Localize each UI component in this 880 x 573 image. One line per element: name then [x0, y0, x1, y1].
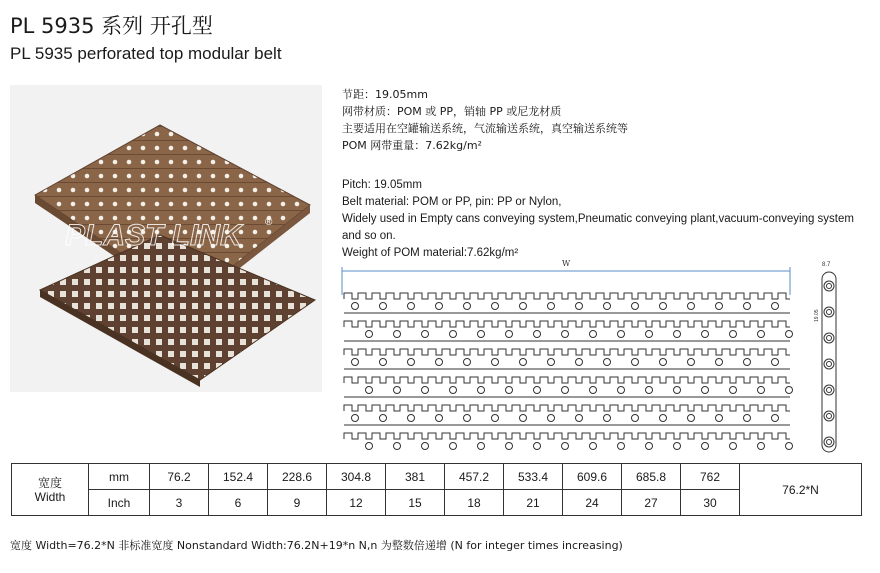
- side-pin-inner: [827, 414, 832, 419]
- registered-mark: ®: [265, 217, 273, 228]
- belt-hole: [534, 387, 541, 394]
- belt-hole: [478, 443, 485, 450]
- belt-hole: [688, 303, 695, 310]
- belt-hole: [716, 415, 723, 422]
- belt-hole: [548, 415, 555, 422]
- table-cell: 762: [681, 464, 740, 490]
- belt-hole: [422, 443, 429, 450]
- spec-zh-pitch: 节距：19.05mm: [342, 88, 428, 101]
- belt-hole: [562, 443, 569, 450]
- belt-hole: [702, 387, 709, 394]
- belt-row-edge: [344, 349, 790, 355]
- belt-hole: [506, 443, 513, 450]
- table-cell: 30: [681, 490, 740, 516]
- belt-hole: [604, 303, 611, 310]
- belt-hole: [786, 387, 793, 394]
- belt-hole: [730, 443, 737, 450]
- belt-hole: [408, 303, 415, 310]
- belt-hole: [590, 443, 597, 450]
- belt-hole: [436, 303, 443, 310]
- belt-hole: [632, 359, 639, 366]
- belt-hole: [492, 359, 499, 366]
- belt-hole: [758, 387, 765, 394]
- belt-hole: [604, 359, 611, 366]
- belt-hole: [520, 303, 527, 310]
- belt-hole: [464, 415, 471, 422]
- belt-hole: [660, 359, 667, 366]
- table-cell: 3: [150, 490, 209, 516]
- table-cell: 685.8: [622, 464, 681, 490]
- belt-hole: [772, 303, 779, 310]
- table-cell: 6: [209, 490, 268, 516]
- belt-hole: [562, 387, 569, 394]
- belt-hole: [562, 331, 569, 338]
- side-pin-inner: [827, 336, 832, 341]
- spec-en-usage: Widely used in Empty cans conveying system,Pneumatic conveying plant,vacuum-conveying system and so on.: [342, 213, 854, 242]
- belt-row-edge: [344, 377, 790, 383]
- belt-hole: [772, 359, 779, 366]
- belt-hole: [744, 303, 751, 310]
- spec-zh-usage: 主要适用在空罐输送系统，气流输送系统，真空输送系统等: [342, 122, 628, 135]
- belt-hole: [674, 387, 681, 394]
- belt-hole: [394, 331, 401, 338]
- belt-hole: [618, 331, 625, 338]
- page-title-en: PL 5935 perforated top modular belt: [10, 44, 282, 63]
- belt-hole: [702, 443, 709, 450]
- belt-hole: [786, 443, 793, 450]
- belt-hole: [646, 331, 653, 338]
- belt-hole: [758, 331, 765, 338]
- spec-en-weight: Weight of POM material:7.62kg/m²: [342, 247, 519, 259]
- side-pin-outer: [824, 307, 834, 317]
- table-cell: 152.4: [209, 464, 268, 490]
- belt-hole: [590, 331, 597, 338]
- belt-hole: [492, 303, 499, 310]
- belt-hole: [450, 331, 457, 338]
- belt-top-view-drawing: [340, 255, 800, 455]
- belt-hole: [646, 387, 653, 394]
- belt-hole: [422, 331, 429, 338]
- side-pin-inner: [827, 362, 832, 367]
- table-cell: 457.2: [445, 464, 504, 490]
- belt-hole: [716, 303, 723, 310]
- belt-hole: [660, 415, 667, 422]
- side-pin-inner: [827, 284, 832, 289]
- belt-hole: [492, 415, 499, 422]
- belt-hole: [436, 359, 443, 366]
- table-cell: 24: [563, 490, 622, 516]
- belt-hole: [506, 331, 513, 338]
- belt-hole: [534, 443, 541, 450]
- belt-hole: [604, 415, 611, 422]
- belt-hole: [366, 331, 373, 338]
- spec-en-pitch: Pitch: 19.05mm: [342, 179, 422, 191]
- side-pin-outer: [824, 359, 834, 369]
- belt-hole: [618, 387, 625, 394]
- belt-hole: [590, 387, 597, 394]
- spec-en-material: Belt material: POM or PP, pin: PP or Nylon,: [342, 196, 562, 208]
- belt-hole: [422, 387, 429, 394]
- table-cell: 12: [327, 490, 386, 516]
- belt-hole: [436, 415, 443, 422]
- width-header-en: Width: [34, 489, 66, 504]
- belt-hole: [394, 443, 401, 450]
- width-header-cell: [12, 464, 89, 516]
- side-pin-outer: [824, 333, 834, 343]
- table-cell: 533.4: [504, 464, 563, 490]
- belt-hole: [450, 443, 457, 450]
- belt-hole: [632, 415, 639, 422]
- belt-row-edge: [344, 433, 790, 439]
- belt-hole: [688, 359, 695, 366]
- formula-cell: 76.2*N: [740, 464, 862, 516]
- belt-hole: [548, 303, 555, 310]
- width-table: [11, 463, 862, 516]
- table-cell: 15: [386, 490, 445, 516]
- page-title-zh: PL 5935 系列 开孔型: [10, 14, 213, 38]
- table-cell: 381: [386, 464, 445, 490]
- table-cell: 27: [622, 490, 681, 516]
- side-width-label: 8.7: [822, 262, 831, 268]
- unit-inch: Inch: [89, 490, 150, 516]
- belt-hole: [688, 415, 695, 422]
- belt-hole: [744, 415, 751, 422]
- side-pin-inner: [827, 310, 832, 315]
- belt-row-edge: [344, 321, 790, 327]
- belt-photo: [10, 85, 322, 392]
- spec-zh-weight: POM 网带重量：7.62kg/m²: [342, 139, 482, 152]
- belt-hole: [478, 331, 485, 338]
- belt-hole: [632, 303, 639, 310]
- belt-hole: [758, 443, 765, 450]
- belt-hole: [534, 331, 541, 338]
- belt-hole: [380, 303, 387, 310]
- belt-hole: [674, 443, 681, 450]
- spec-zh-block: [342, 86, 628, 154]
- belt-hole: [464, 303, 471, 310]
- belt-hole: [716, 359, 723, 366]
- belt-hole: [366, 443, 373, 450]
- footnote: 宽度 Width=76.2*N 非标准宽度 Nonstandard Width:76.2N+19*n N,n 为整数倍递增 (N for integer times increasing): [10, 539, 623, 552]
- belt-side-view-drawing: [812, 258, 842, 463]
- table-cell: 21: [504, 490, 563, 516]
- side-pin-inner: [827, 440, 832, 445]
- belt-hole: [464, 359, 471, 366]
- belt-hole: [548, 359, 555, 366]
- belt-hole: [660, 303, 667, 310]
- table-cell: 609.6: [563, 464, 622, 490]
- spec-zh-material: 网带材质：POM 或 PP，销轴 PP 或尼龙材质: [342, 105, 562, 118]
- watermark: PLAST LINK: [65, 219, 242, 252]
- table-cell: 228.6: [268, 464, 327, 490]
- side-pin-outer: [824, 281, 834, 291]
- unit-mm: mm: [89, 464, 150, 490]
- belt-hole: [618, 443, 625, 450]
- width-header-zh: 宽度: [37, 475, 62, 490]
- side-pin-outer: [824, 437, 834, 447]
- belt-hole: [352, 303, 359, 310]
- belt-hole: [408, 415, 415, 422]
- spec-en-block: [342, 177, 872, 262]
- table-cell: 304.8: [327, 464, 386, 490]
- table-cell: 9: [268, 490, 327, 516]
- belt-hole: [576, 303, 583, 310]
- belt-hole: [352, 359, 359, 366]
- side-pitch-label: 19.05: [814, 309, 820, 322]
- belt-hole: [576, 415, 583, 422]
- belt-hole: [702, 331, 709, 338]
- belt-hole: [366, 387, 373, 394]
- belt-hole: [520, 359, 527, 366]
- belt-hole: [730, 387, 737, 394]
- belt-hole: [450, 387, 457, 394]
- belt-hole: [380, 359, 387, 366]
- belt-hole: [520, 415, 527, 422]
- belt-hole: [772, 415, 779, 422]
- belt-hole: [408, 359, 415, 366]
- width-dimension-label: W: [562, 259, 571, 268]
- belt-row-edge: [344, 405, 790, 411]
- belt-hole: [394, 387, 401, 394]
- table-cell: 18: [445, 490, 504, 516]
- belt-hole: [646, 443, 653, 450]
- belt-hole: [744, 359, 751, 366]
- belt-hole: [674, 331, 681, 338]
- belt-hole: [352, 415, 359, 422]
- side-pin-outer: [824, 385, 834, 395]
- belt-hole: [506, 387, 513, 394]
- belt-hole: [576, 359, 583, 366]
- belt-hole: [380, 415, 387, 422]
- belt-hole: [478, 387, 485, 394]
- belt-hole: [730, 331, 737, 338]
- belt-row-edge: [344, 293, 790, 299]
- side-pin-inner: [827, 388, 832, 393]
- table-cell: 76.2: [150, 464, 209, 490]
- side-pin-outer: [824, 411, 834, 421]
- belt-hole: [786, 331, 793, 338]
